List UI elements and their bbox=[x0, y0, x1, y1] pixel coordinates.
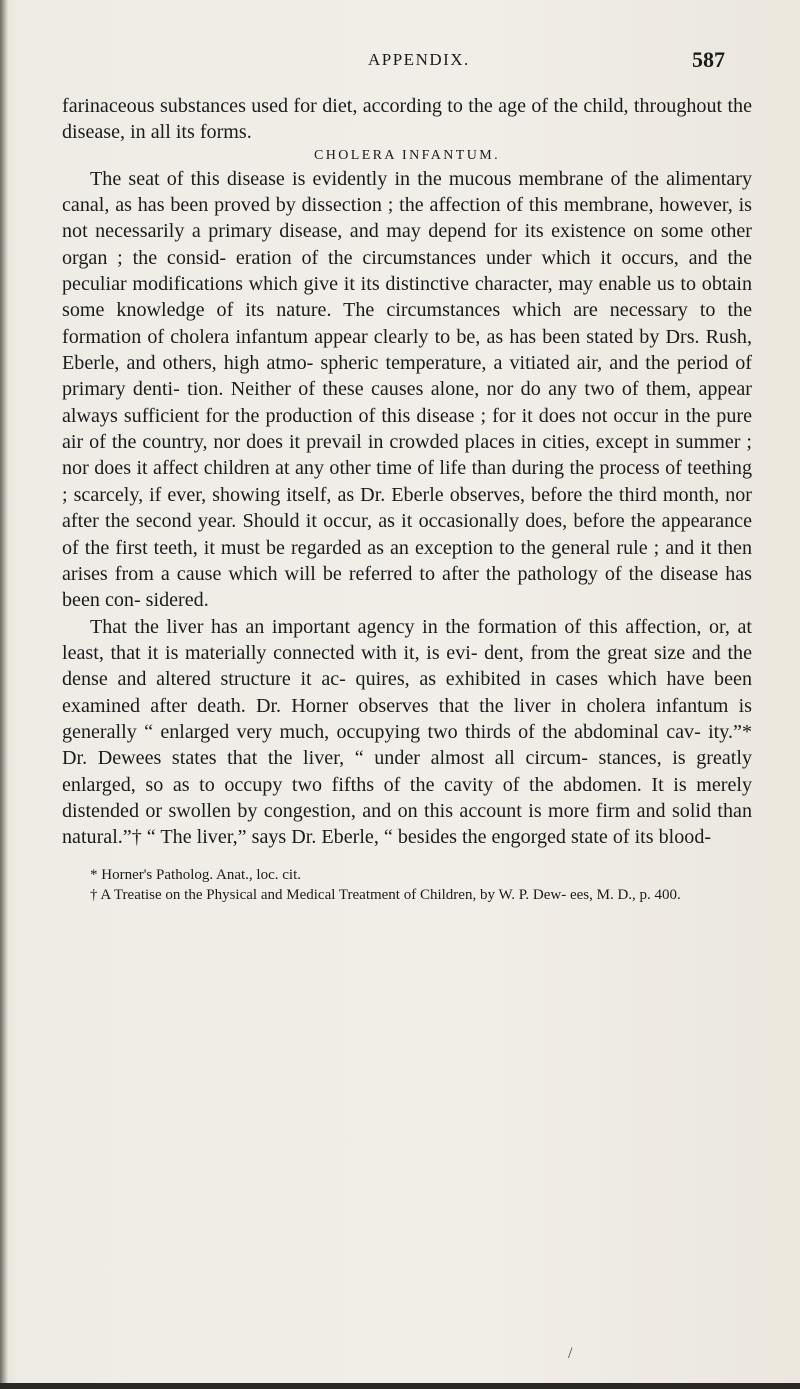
running-head: APPENDIX. bbox=[368, 50, 470, 69]
page-bottom-edge bbox=[0, 1383, 800, 1389]
page-header bbox=[0, 47, 800, 80]
main-text bbox=[62, 93, 752, 905]
section-heading: CHOLERA INFANTUM. bbox=[314, 147, 500, 163]
paragraph-2: That the liver has an important agency in the formation of this affection, or, at least, that it is materially connected with it, is evi- dent, from the great size and the dense and altered structure it ac- quires, as exhibited in cases which have been examined after death. Dr. Horner observes that the liver in cholera infantum is generally “ enlarged very much, occupying two thirds of the abdominal cav- ity.”* Dr. Dewees states that the liver, “ under almost all circum- stances, is greatly enlarged, so as to occupy two fifths of the cavity of the abdomen. It is merely distended or swollen by congestion, and on this account is more firm and solid than natural.”† “ The liver,” says Dr. Eberle, “ besides the engorged state of its blood- bbox=[62, 615, 752, 849]
footnotes bbox=[62, 865, 752, 905]
footnote-2: † A Treatise on the Physical and Medical Treatment of Children, by W. P. Dew- ees, M. D., p. 400. bbox=[90, 886, 681, 903]
footnote-1: * Horner's Patholog. Anat., loc. cit. bbox=[90, 866, 302, 883]
page-number: 587 bbox=[692, 47, 725, 72]
binding-shadow bbox=[0, 0, 8, 1389]
stray-mark: / bbox=[568, 1345, 573, 1362]
continuation-paragraph: farinaceous substances used for diet, according to the age of the child, throughout the disease, in all its forms. bbox=[62, 95, 752, 144]
paragraph-1: The seat of this disease is evidently in the mucous membrane of the alimentary canal, as has been proved by dissection ; the affection of this membrane, however, is not necessarily a primary disease, and may depend for its existence on some other organ ; the consid- eration of the circumstances under which it occurs, and the peculiar modifications which give it its distinctive character, may enable us to obtain some knowledge of its nature. The circumstances which are necessary to the formation of cholera infantum appear clearly to be, as has been stated by Drs. Rush, Eberle, and others, high atmo- spheric temperature, a vitiated air, and the period of primary denti- tion. Neither of these causes alone, nor do any two of them, appear always sufficient for the production of this disease ; for it does not occur in the pure air of the country, nor does it prevail in crowded places in cities, except in summer ; nor does it affect children at any other time of life than during the process of teething ; scarcely, if ever, showing itself, as Dr. Eberle observes, before the third month, nor after the second year. Should it occur, as it occasionally does, before the appearance of the first teeth, it must be regarded as an exception to the general rule ; and it then arises from a cause which will be referred to after the pathology of the disease has been con- sidered. bbox=[62, 167, 752, 612]
